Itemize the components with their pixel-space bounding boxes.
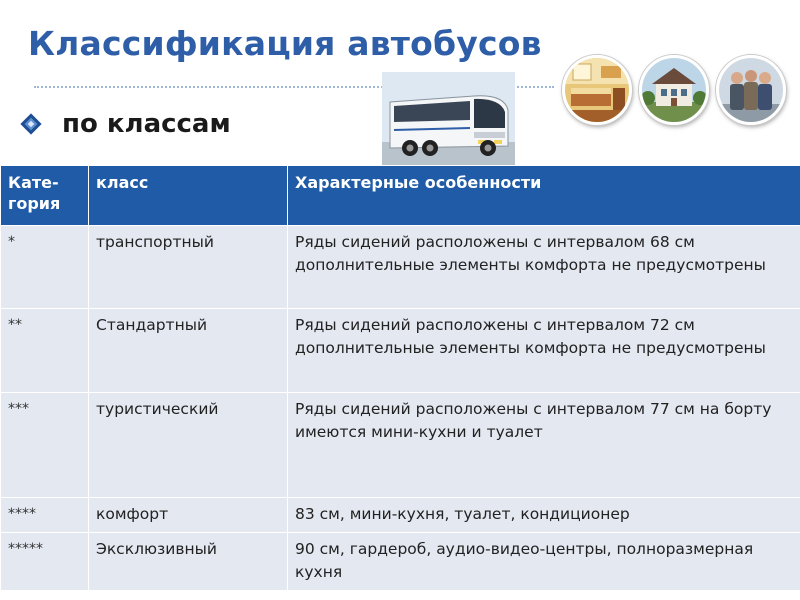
class-cell: Стандартный [89,309,288,393]
bus-photo-icon [382,72,515,165]
table-row [1,393,800,498]
category-cell: * [1,226,89,309]
category-cell: ***** [1,533,89,591]
header-class: класс [89,166,288,226]
class-cell: комфорт [89,498,288,533]
class-cell: туристический [89,393,288,498]
class-cell: Эксклюзивный [89,533,288,591]
features-cell: Ряды сидений расположены с интервалом 77 см на борту имеются мини-кухни и туалет [288,393,800,498]
house-photo-icon [639,55,709,125]
features-cell: Ряды сидений расположены с интервалом 68 см дополнительные элементы комфорта не предусмотрены [288,226,800,309]
slide-title: Классификация автобусов [28,24,542,63]
table-row [1,498,800,533]
features-cell: 83 см, мини-кухня, туалет, кондиционер [288,498,800,533]
table-row [1,226,800,309]
people-photo-icon [716,55,786,125]
table-row [1,309,800,393]
bus-class-table [0,165,800,591]
features-cell: Ряды сидений расположены с интервалом 72 см дополнительные элементы комфорта не предусмотрены [288,309,800,393]
features-cell: 90 см, гардероб, аудио-видео-центры, полноразмерная кухня [288,533,800,591]
category-cell: **** [1,498,89,533]
table-row [1,533,800,591]
subtitle-row [20,106,231,142]
header-category: Кате-гория [1,166,89,226]
diamond-bullet-icon [20,113,42,135]
category-cell: ** [1,309,89,393]
header-features: Характерные особенности [288,166,800,226]
subtitle: по классам [62,109,231,139]
table-header-row [1,166,800,226]
category-cell: *** [1,393,89,498]
room-photo-icon [562,55,632,125]
class-cell: транспортный [89,226,288,309]
